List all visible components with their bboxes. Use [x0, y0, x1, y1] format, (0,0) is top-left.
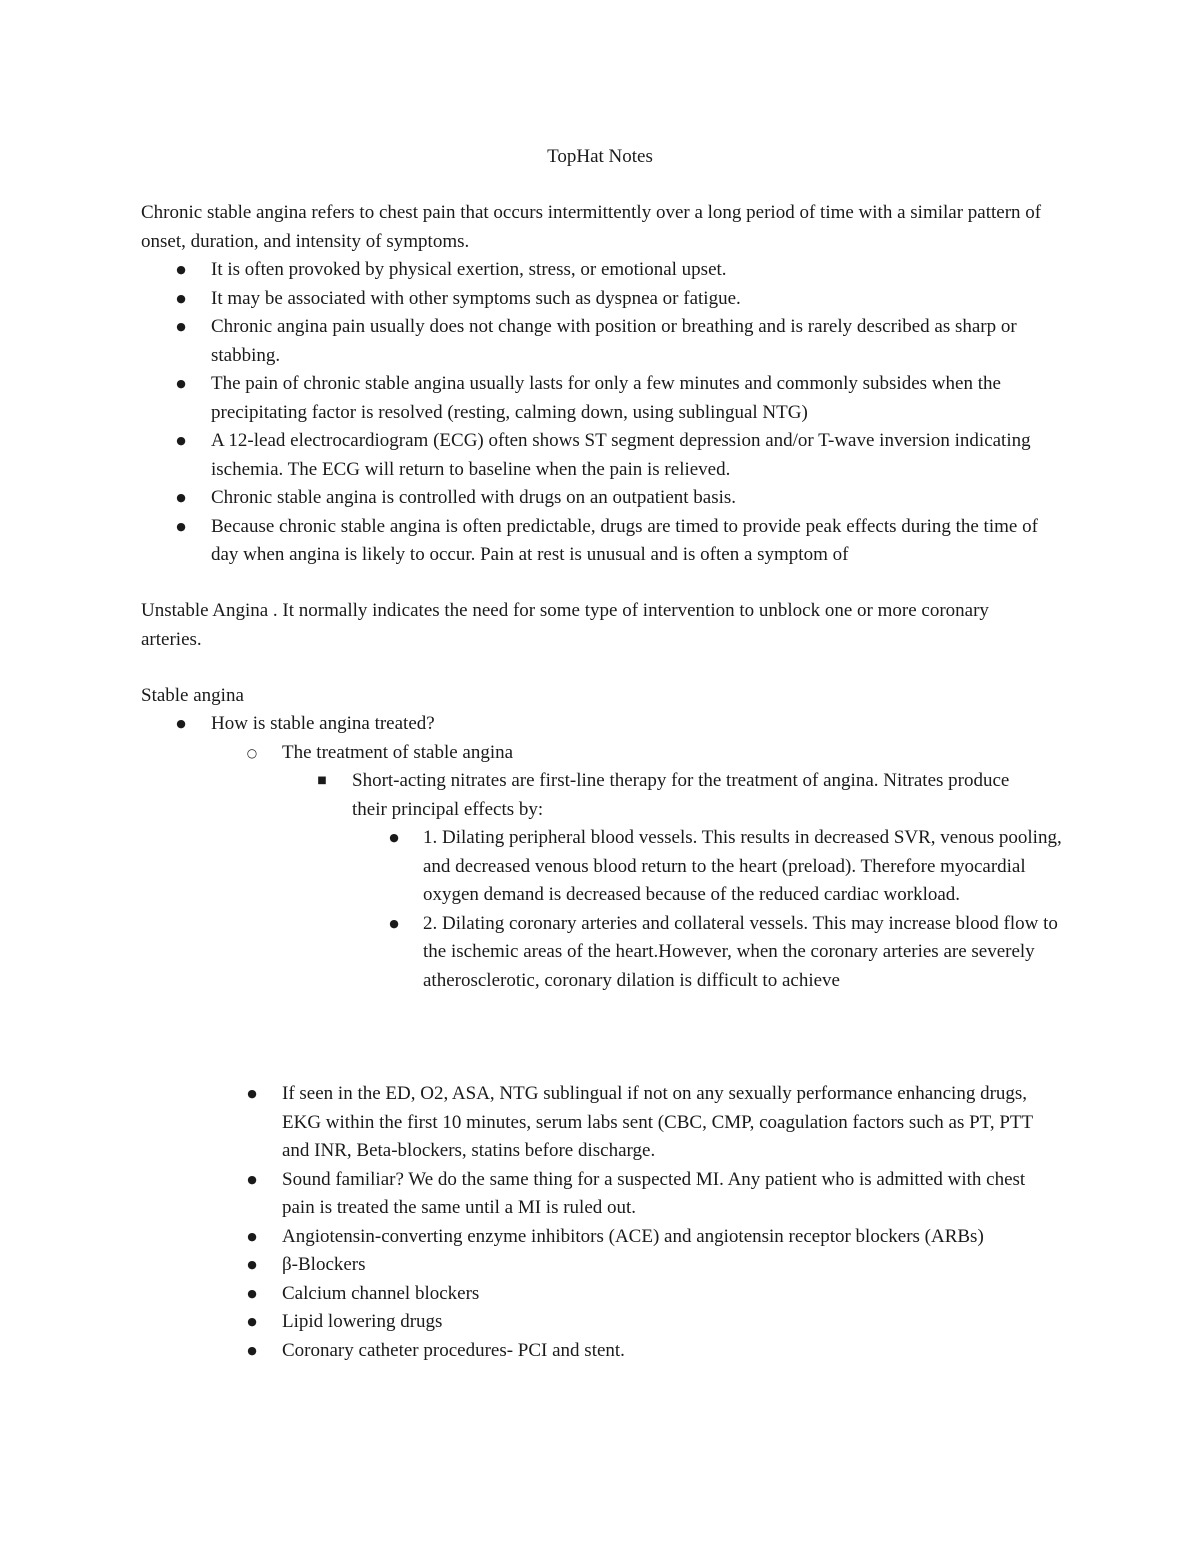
bullet-square-icon: ■: [317, 775, 327, 786]
list-item-text: How is stable angina treated?: [211, 713, 435, 734]
list-item-text: The pain of chronic stable angina usually lasts for only a few minutes and commonly subsides when the precipitating factor is resolved (resting, calming down, using sublingual NTG): [211, 373, 1001, 423]
bullet-disc-icon: ●: [176, 434, 186, 447]
bullet-disc-icon: ●: [247, 1229, 257, 1243]
treatment-options-list: [247, 1080, 1042, 1365]
list-item: [176, 256, 1061, 285]
bullet-disc-icon: ●: [176, 377, 186, 390]
bullet-disc-icon: ●: [176, 491, 186, 504]
list-item-text: Because chronic stable angina is often predictable, drugs are timed to provide peak effects during the time of day when angina is likely to occur. Pain at rest is unusual and is often a symptom of: [211, 515, 1038, 565]
bullet-disc-icon: ●: [247, 1315, 257, 1328]
list-item-text: 1. Dilating peripheral blood vessels. This results in decreased SVR, venous pooling, and decreased venous blood return to the heart (preload). Therefore myocardial oxygen demand is decreased because of the reduced cardiac workload.: [423, 827, 1062, 905]
bullet-disc-icon: ●: [389, 916, 399, 930]
stable-angina-heading: Stable angina: [141, 685, 244, 706]
list-item-text: Sound familiar? We do the same thing for a suspected MI. Any patient who is admitted with chest pain is treated the same until a MI is ruled out.: [282, 1168, 1026, 1218]
bullet-disc-icon: ●: [247, 1087, 257, 1100]
list-item: [176, 313, 1061, 370]
list-item-text: The treatment of stable angina: [282, 742, 514, 763]
list-item-text: Calcium channel blockers: [282, 1282, 480, 1304]
bullet-disc-icon: ●: [247, 1343, 257, 1357]
list-item-text: Chronic stable angina is controlled with drugs on an outpatient basis.: [211, 487, 737, 508]
list-item: [247, 1280, 1042, 1309]
list-item-text: A 12-lead electrocardiogram (ECG) often shows ST segment depression and/or T-wave inversion indicating ischemia. The ECG will return to baseline when the pain is relieved.: [211, 430, 1031, 480]
list-item: [176, 513, 1061, 570]
list-item-text: It may be associated with other symptoms such as dyspnea or fatigue.: [211, 287, 741, 309]
bullet-disc-icon: ●: [176, 320, 186, 333]
list-item: [317, 767, 1042, 824]
list-item: [247, 1337, 1042, 1366]
list-item: [176, 484, 1061, 513]
list-item-text: Chronic angina pain usually does not change with position or breathing and is rarely described as sharp or stabbing.: [211, 316, 1017, 366]
list-item: [247, 1308, 1042, 1337]
bullet-disc-icon: ●: [176, 263, 186, 276]
list-item: [176, 370, 1061, 427]
unstable-angina-paragraph: Unstable Angina . It normally indicates the need for some type of intervention to unblock one or more coronary arteries.: [141, 600, 989, 650]
list-item-text: β-Blockers: [282, 1254, 366, 1275]
bullet-disc-icon: ●: [247, 1258, 257, 1271]
list-item: [389, 910, 1068, 996]
intro-paragraph: Chronic stable angina refers to chest pain that occurs intermittently over a long period of time with a similar pattern of onset, duration, and intensity of symptoms.: [141, 202, 1042, 252]
list-item: [176, 710, 1061, 739]
bullet-circle-icon: ○: [246, 746, 258, 760]
list-item-text: If seen in the ED, O2, ASA, NTG sublingual if not on any sexually performance enhancing drugs, EKG within the first 10 minutes, serum labs sent (CBC, CMP, coagulation factors such as PT, PTT and INR, Beta-blockers, statins before discharge.: [282, 1083, 1033, 1161]
list-item: [389, 824, 1068, 910]
list-item: [176, 285, 1061, 314]
bullet-disc-icon: ●: [389, 831, 399, 844]
list-item-text: Coronary catheter procedures- PCI and stent.: [282, 1339, 625, 1361]
list-item: [176, 427, 1061, 484]
list-item: [247, 1080, 1042, 1166]
nitrate-effects-list: [389, 824, 1068, 995]
bullet-disc-icon: ●: [247, 1286, 257, 1300]
bullet-disc-icon: ●: [176, 519, 186, 533]
list-item-text: It is often provoked by physical exertion, stress, or emotional upset.: [211, 259, 727, 280]
bullet-disc-icon: ●: [176, 717, 186, 730]
list-item: [247, 1223, 1042, 1252]
list-item-text: Short-acting nitrates are first-line therapy for the treatment of angina. Nitrates produce their principal effects by:: [352, 770, 1010, 820]
list-item: [246, 739, 1062, 768]
bullet-disc-icon: ●: [247, 1172, 257, 1186]
list-item-text: Lipid lowering drugs: [282, 1311, 443, 1332]
list-item: [247, 1251, 1042, 1280]
page-title: TopHat Notes: [547, 146, 653, 167]
list-item-text: Angiotensin-converting enzyme inhibitors (ACE) and angiotensin receptor blockers (ARBs): [282, 1225, 984, 1247]
list-item-text: 2. Dilating coronary arteries and collateral vessels. This may increase blood flow to the ischemic areas of the heart.However, when the coronary arteries are severely atherosclerotic, coronary dilation is difficult to achieve: [423, 912, 1058, 991]
intro-bullet-list: [176, 256, 1061, 570]
bullet-disc-icon: ●: [176, 291, 186, 305]
list-item: [247, 1166, 1042, 1223]
